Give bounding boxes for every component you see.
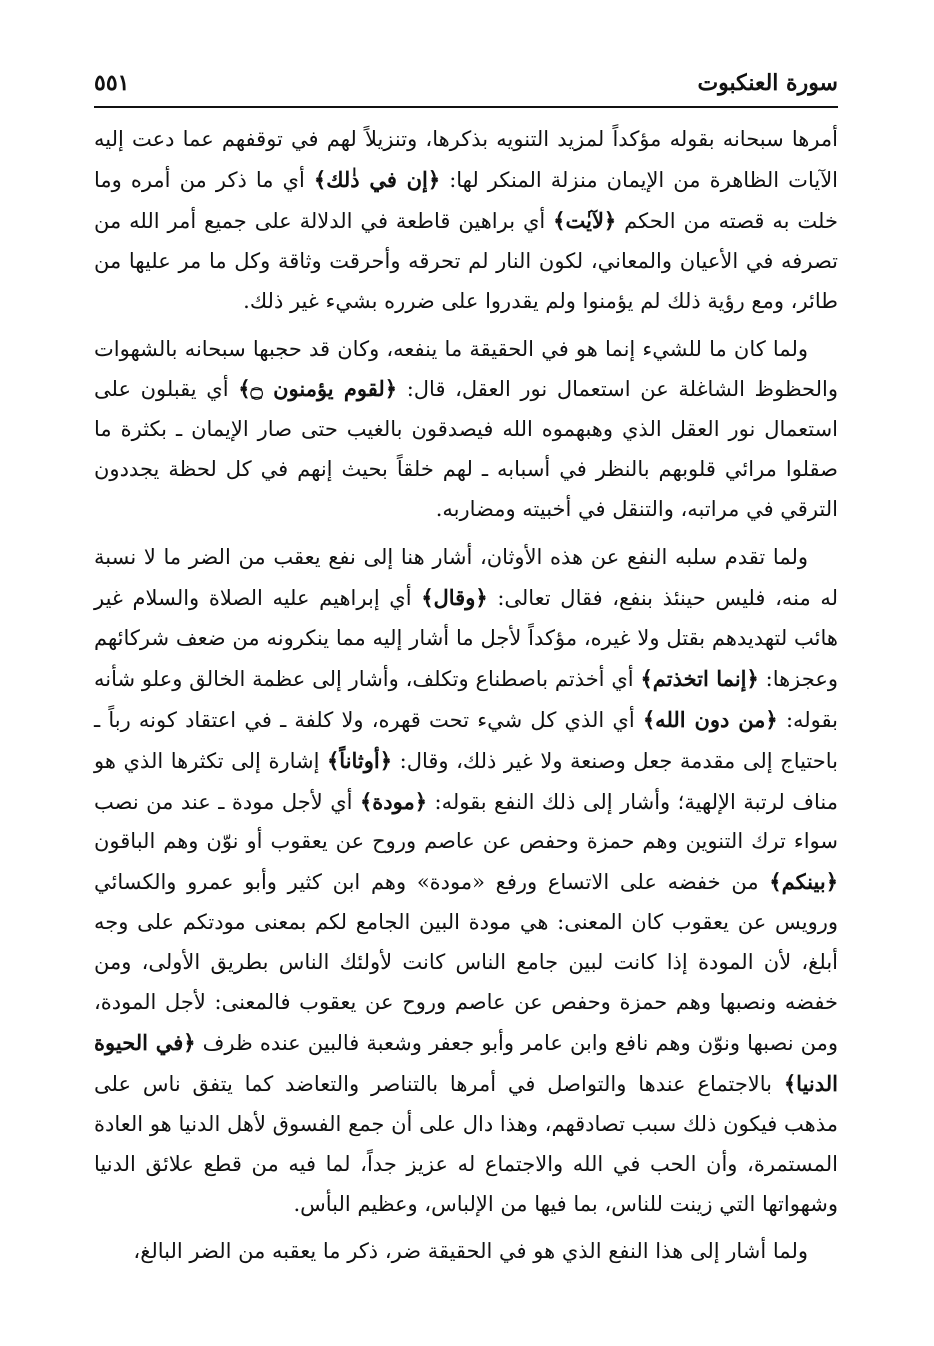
text-segment: ولما أشار إلى هذا النفع الذي هو في الحقيقة ضر، ذكر ما يعقبه من الضر البالغ، [133,1239,808,1264]
paragraph [94,120,838,322]
quran-quote: ﴿لآيٰت﴾ [553,207,617,233]
paragraph [94,538,838,1224]
quran-quote: ﴿إن في ذٰلك﴾ [313,166,441,192]
text-segment: أي الذي كل شيء تحت قهره، ولا كلفة ـ في اعتقاد كونه رباً ـ باحتياج إلى مقدمة جعل وصنعة ولا غير ذلك، وقال: [94,707,838,773]
text-segment: ولما كان ما للشيء إنما هو في الحقيقة ما ينفعه، وكان قد حجبها سبحانه بالشهوات والحظوظ الشاغلة عن استعمال نور العقل، قال: [94,336,838,402]
quran-quote: ﴿بينكم﴾ [769,869,838,895]
page-header [94,66,838,108]
text-segment: أي يقبلون على استعمال نور العقل الذي وهبهموه الله فيصدقون بالغيب حتى صار الإيمان ـ بكثرة ما صقلوا مرائي قلوبهم بالنظر في أسبابه ـ لهم خلقاً بحيث إنهم في كل لحظة يجددون الترقي في مراتبه، والتنقل في أخبيته ومضاربه. [94,377,838,522]
text-segment: أي أخذتم باصطناع وتكلف، وأشار إلى عظمة الخالق وعلو شأنه بقوله: [94,666,838,732]
quran-quote: ﴿في الحيوة الدنيا﴾ [94,1029,838,1096]
paragraph [94,330,838,531]
quran-quote: ﴿أوثاناً﴾ [326,747,393,773]
text-segment: إشارة إلى تكثرها الذي هو مناف لرتبة الإلهية؛ وأشار إلى ذلك النفع بقوله: [94,748,838,814]
quran-quote: ﴿من دون الله﴾ [642,706,778,732]
text-segment: بالاجتماع عندها والتواصل في أمرها بالتناصر والتعاضد كما يتفق ناس على مذهب فيكون ذلك سبب تصادقهم، وهذا دال على أن جمع الفسوق لأهل الدنيا هو العادة المستمرة، وأن الحب في الله والاجتماع له عزيز جداً، لما فيه من قطع علائق الدنيا وشهواتها التي زينت للناس، بما فيها من الإلباس، وعظيم البأس. [94,1071,838,1216]
page-number: ٥٥١ [94,70,130,96]
surah-title: سورة العنكبوت [697,70,838,96]
text-segment: أمرها سبحانه بقوله مؤكداً لمزيد التنويه بذكرها، وتنزيلاً لهم في توقفهم عما دعت إليه الآيات الظاهرة من الإيمان منزلة المنكر لها: [94,127,839,192]
page-body [94,120,838,1280]
text-segment: ولما تقدم سلبه النفع عن هذه الأوثان، أشار هنا إلى نفع يعقب من الضر ما لا نسبة له منه، فليس حينئذ بنفع، فقال تعالى: [94,545,838,610]
quran-quote: ﴿مودة﴾ [359,788,428,814]
paragraph [94,1232,838,1272]
text-segment: أي براهين قاطعة في الدلالة على جميع أمر الله من تصرفه في الأعيان والمعاني، لكون النار لم تحرقه وأحرقت وثاقة وكل ما مر عليها من طائر، ومع رؤية ذلك لم يؤمنوا ولم يقدروا على ضرره بشيء غير ذلك. [94,208,838,313]
text-segment: من خفضه على الاتساع ورفع «مودة» وهم ابن كثير وأبو عمرو والكسائي ورويس عن يعقوب كان المعنى: هي مودة البين الجامع لكم بمعنى مودتكم على وجه أبلغ، لأن المودة إذا كانت لبين جامع الناس كانت لأولئك الناس بطريق الأولى، ومن خفضه ونصبها وهم حمزة وحفص عن عاصم وروح عن يعقوب فالمعنى: لأجل المودة، ومن نصبها ونوّن وهم نافع وابن عامر وأبو جعفر وشعبة فالبين عنده ظرف [94,870,839,1055]
quran-quote: ﴿وقال﴾ [421,584,488,610]
quran-quote: ﴿إنما اتخذتم﴾ [640,665,759,691]
text-segment: أي إبراهيم عليه الصلاة والسلام غير هائب لتهديدهم بقتل ولا غيره، مؤكداً لأجل ما أشار إليه مما ينكرونه من ضعف شركائهم وعجزها: [94,585,838,691]
quran-quote: ﴿لقوم يؤمنون ۝﴾ [238,376,398,402]
text-segment: أي ما ذكر من أمره وما خلت به قصته من الحكم [94,167,838,233]
text-segment: أي لأجل مودة ـ عند من نصب سواء ترك التنوين وهم حمزة وحفص عن عاصم وروح عن يعقوب أو نوّن وهم الباقون [94,789,838,854]
